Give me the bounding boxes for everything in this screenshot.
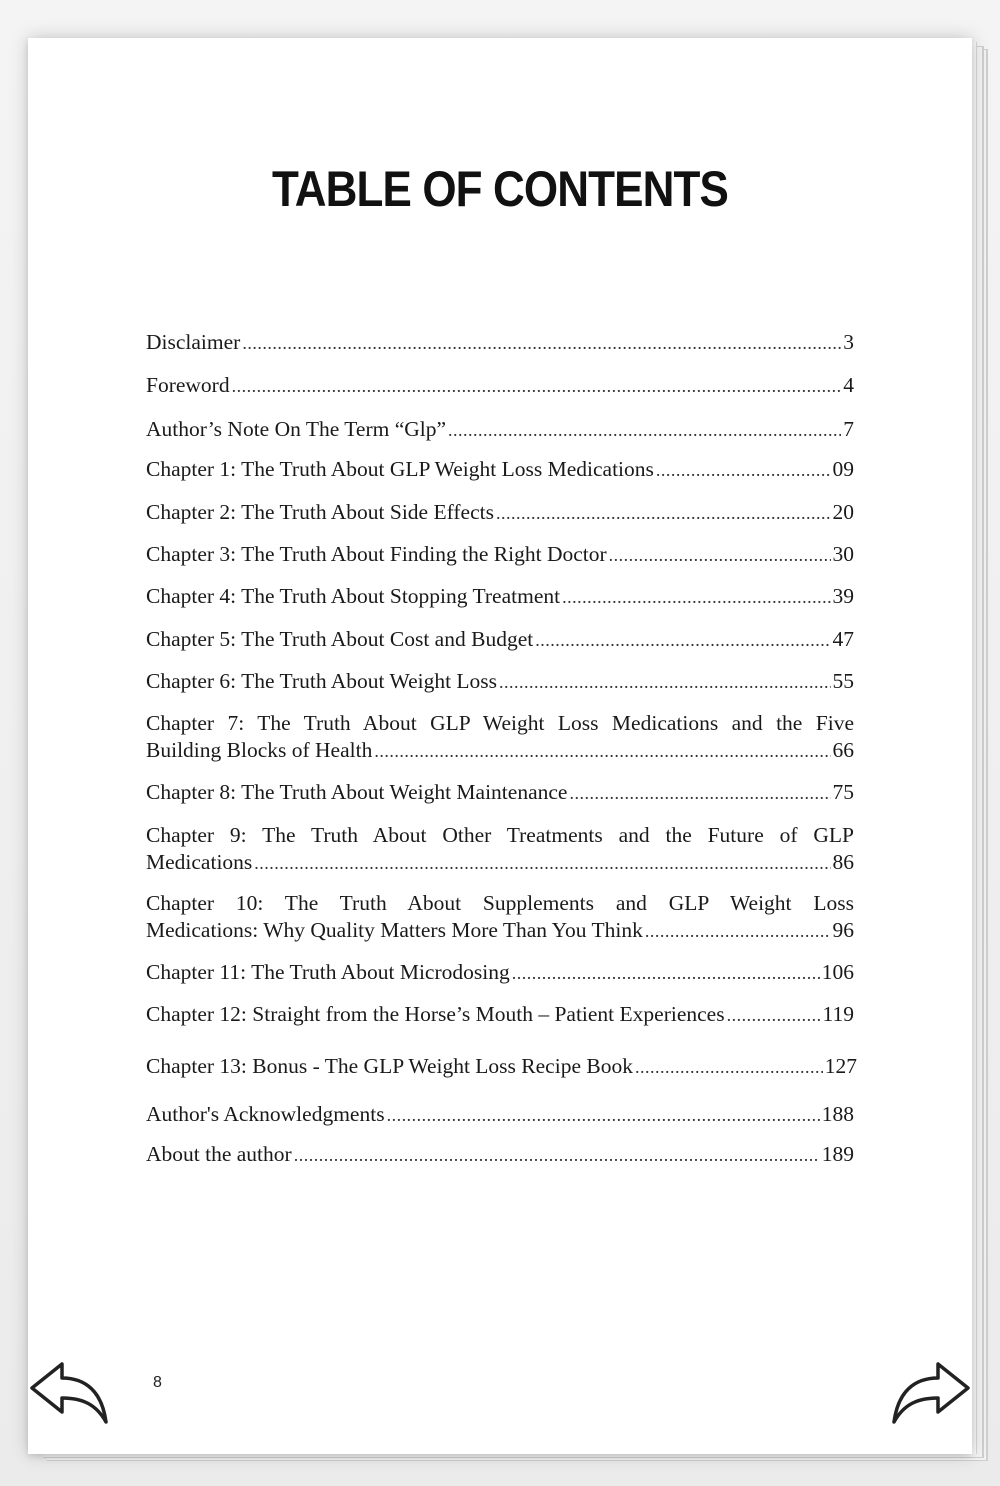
toc-entry-page: 3 [843,330,854,354]
leader-dots [496,500,831,527]
toc-entry[interactable] [146,583,854,611]
leader-dots [609,542,831,569]
toc-entry-label: Medications [146,850,253,874]
back-arrow-icon[interactable] [28,1360,110,1426]
leader-dots [387,1102,820,1129]
leader-dots [645,918,831,945]
toc-entry[interactable] [146,822,854,877]
toc-entry[interactable] [146,1141,854,1169]
toc-entry-page: 189 [821,1142,854,1166]
leader-dots [294,1142,820,1169]
toc-entry[interactable] [146,1053,857,1081]
toc-entry[interactable] [146,499,854,527]
toc-entry-page: 188 [821,1102,854,1126]
toc-entry-page: 106 [821,960,854,984]
toc-entry[interactable] [146,779,854,807]
toc-entry[interactable] [146,416,854,444]
toc-entry-first-line: Chapter 9: The Truth About Other Treatments and the Future of GLP [146,823,854,847]
leader-dots [242,330,841,357]
leader-dots [656,457,831,484]
leader-dots [535,627,830,654]
toc-entry[interactable] [146,668,854,696]
forward-arrow-icon [890,1360,972,1426]
toc-entry-page: 55 [832,669,854,693]
toc-entry[interactable] [146,1001,854,1029]
forward-arrow-icon[interactable] [890,1360,972,1426]
leader-dots [635,1054,823,1081]
leader-dots [499,669,830,696]
toc-entry[interactable] [146,541,854,569]
toc-entry[interactable] [146,959,854,987]
toc-entry-label: Chapter 6: The Truth About Weight Loss [146,669,498,693]
toc-entry-page: 30 [832,542,854,566]
toc-entry[interactable] [146,456,854,484]
toc-entry-label: Chapter 2: The Truth About Side Effects [146,500,494,524]
page-title: TABLE OF CONTENTS [272,161,728,217]
toc-entry-label: Chapter 5: The Truth About Cost and Budget [146,627,534,651]
toc-entry-label: Disclaimer [146,330,241,354]
toc-entry-label: Medications: Why Quality Matters More Than You Think [146,918,643,942]
toc-entry-page: 127 [824,1054,857,1078]
toc-entry-first-line: Chapter 7: The Truth About GLP Weight Loss Medications and the Five [146,711,854,735]
toc-entry[interactable] [146,1101,854,1129]
toc-entry-label: Chapter 1: The Truth About GLP Weight Loss Medications [146,457,654,481]
toc-entry-page: 119 [822,1002,854,1026]
toc-entry[interactable] [146,710,854,765]
toc-entry-page: 86 [832,850,854,874]
toc-entry-page: 75 [832,780,854,804]
toc-entry-first-line: Chapter 10: The Truth About Supplements and GLP Weight Loss [146,891,854,915]
toc-entry-page: 4 [843,373,854,397]
toc-entry-page: 96 [832,918,854,942]
toc-entry-label: About the author [146,1142,292,1166]
toc-entry[interactable] [146,890,854,945]
toc-entry-label: Chapter 13: Bonus - The GLP Weight Loss Recipe Book [146,1054,633,1078]
leader-dots [254,850,830,877]
toc-entry-label: Chapter 4: The Truth About Stopping Treatment [146,584,561,608]
toc-entry-label: Building Blocks of Health [146,738,373,762]
toc-entry-page: 20 [832,500,854,524]
leader-dots [374,738,830,765]
page-number: 8 [153,1374,162,1391]
toc-entry-page: 09 [832,457,854,481]
toc-entry-page: 7 [843,417,854,441]
toc-entry[interactable] [146,329,854,357]
toc-entry-label: Chapter 11: The Truth About Microdosing [146,960,510,984]
toc-entry-page: 39 [832,584,854,608]
toc-entry-label: Chapter 12: Straight from the Horse’s Mouth – Patient Experiences [146,1002,725,1026]
leader-dots [448,417,841,444]
toc-entry-page: 66 [832,738,854,762]
leader-dots [569,780,830,807]
leader-dots [562,584,830,611]
leader-dots [727,1002,821,1029]
toc-entry-label: Foreword [146,373,230,397]
toc-entry[interactable] [146,626,854,654]
leader-dots [232,373,842,400]
toc-entry-label: Author’s Note On The Term “Glp” [146,417,447,441]
leader-dots [512,960,820,987]
toc-entry-label: Chapter 3: The Truth About Finding the Right Doctor [146,542,607,566]
toc-entry[interactable] [146,372,854,400]
toc-entry-label: Chapter 8: The Truth About Weight Maintenance [146,780,568,804]
toc-entry-page: 47 [832,627,854,651]
toc-entry-label: Author's Acknowledgments [146,1102,385,1126]
back-arrow-icon [28,1360,110,1426]
